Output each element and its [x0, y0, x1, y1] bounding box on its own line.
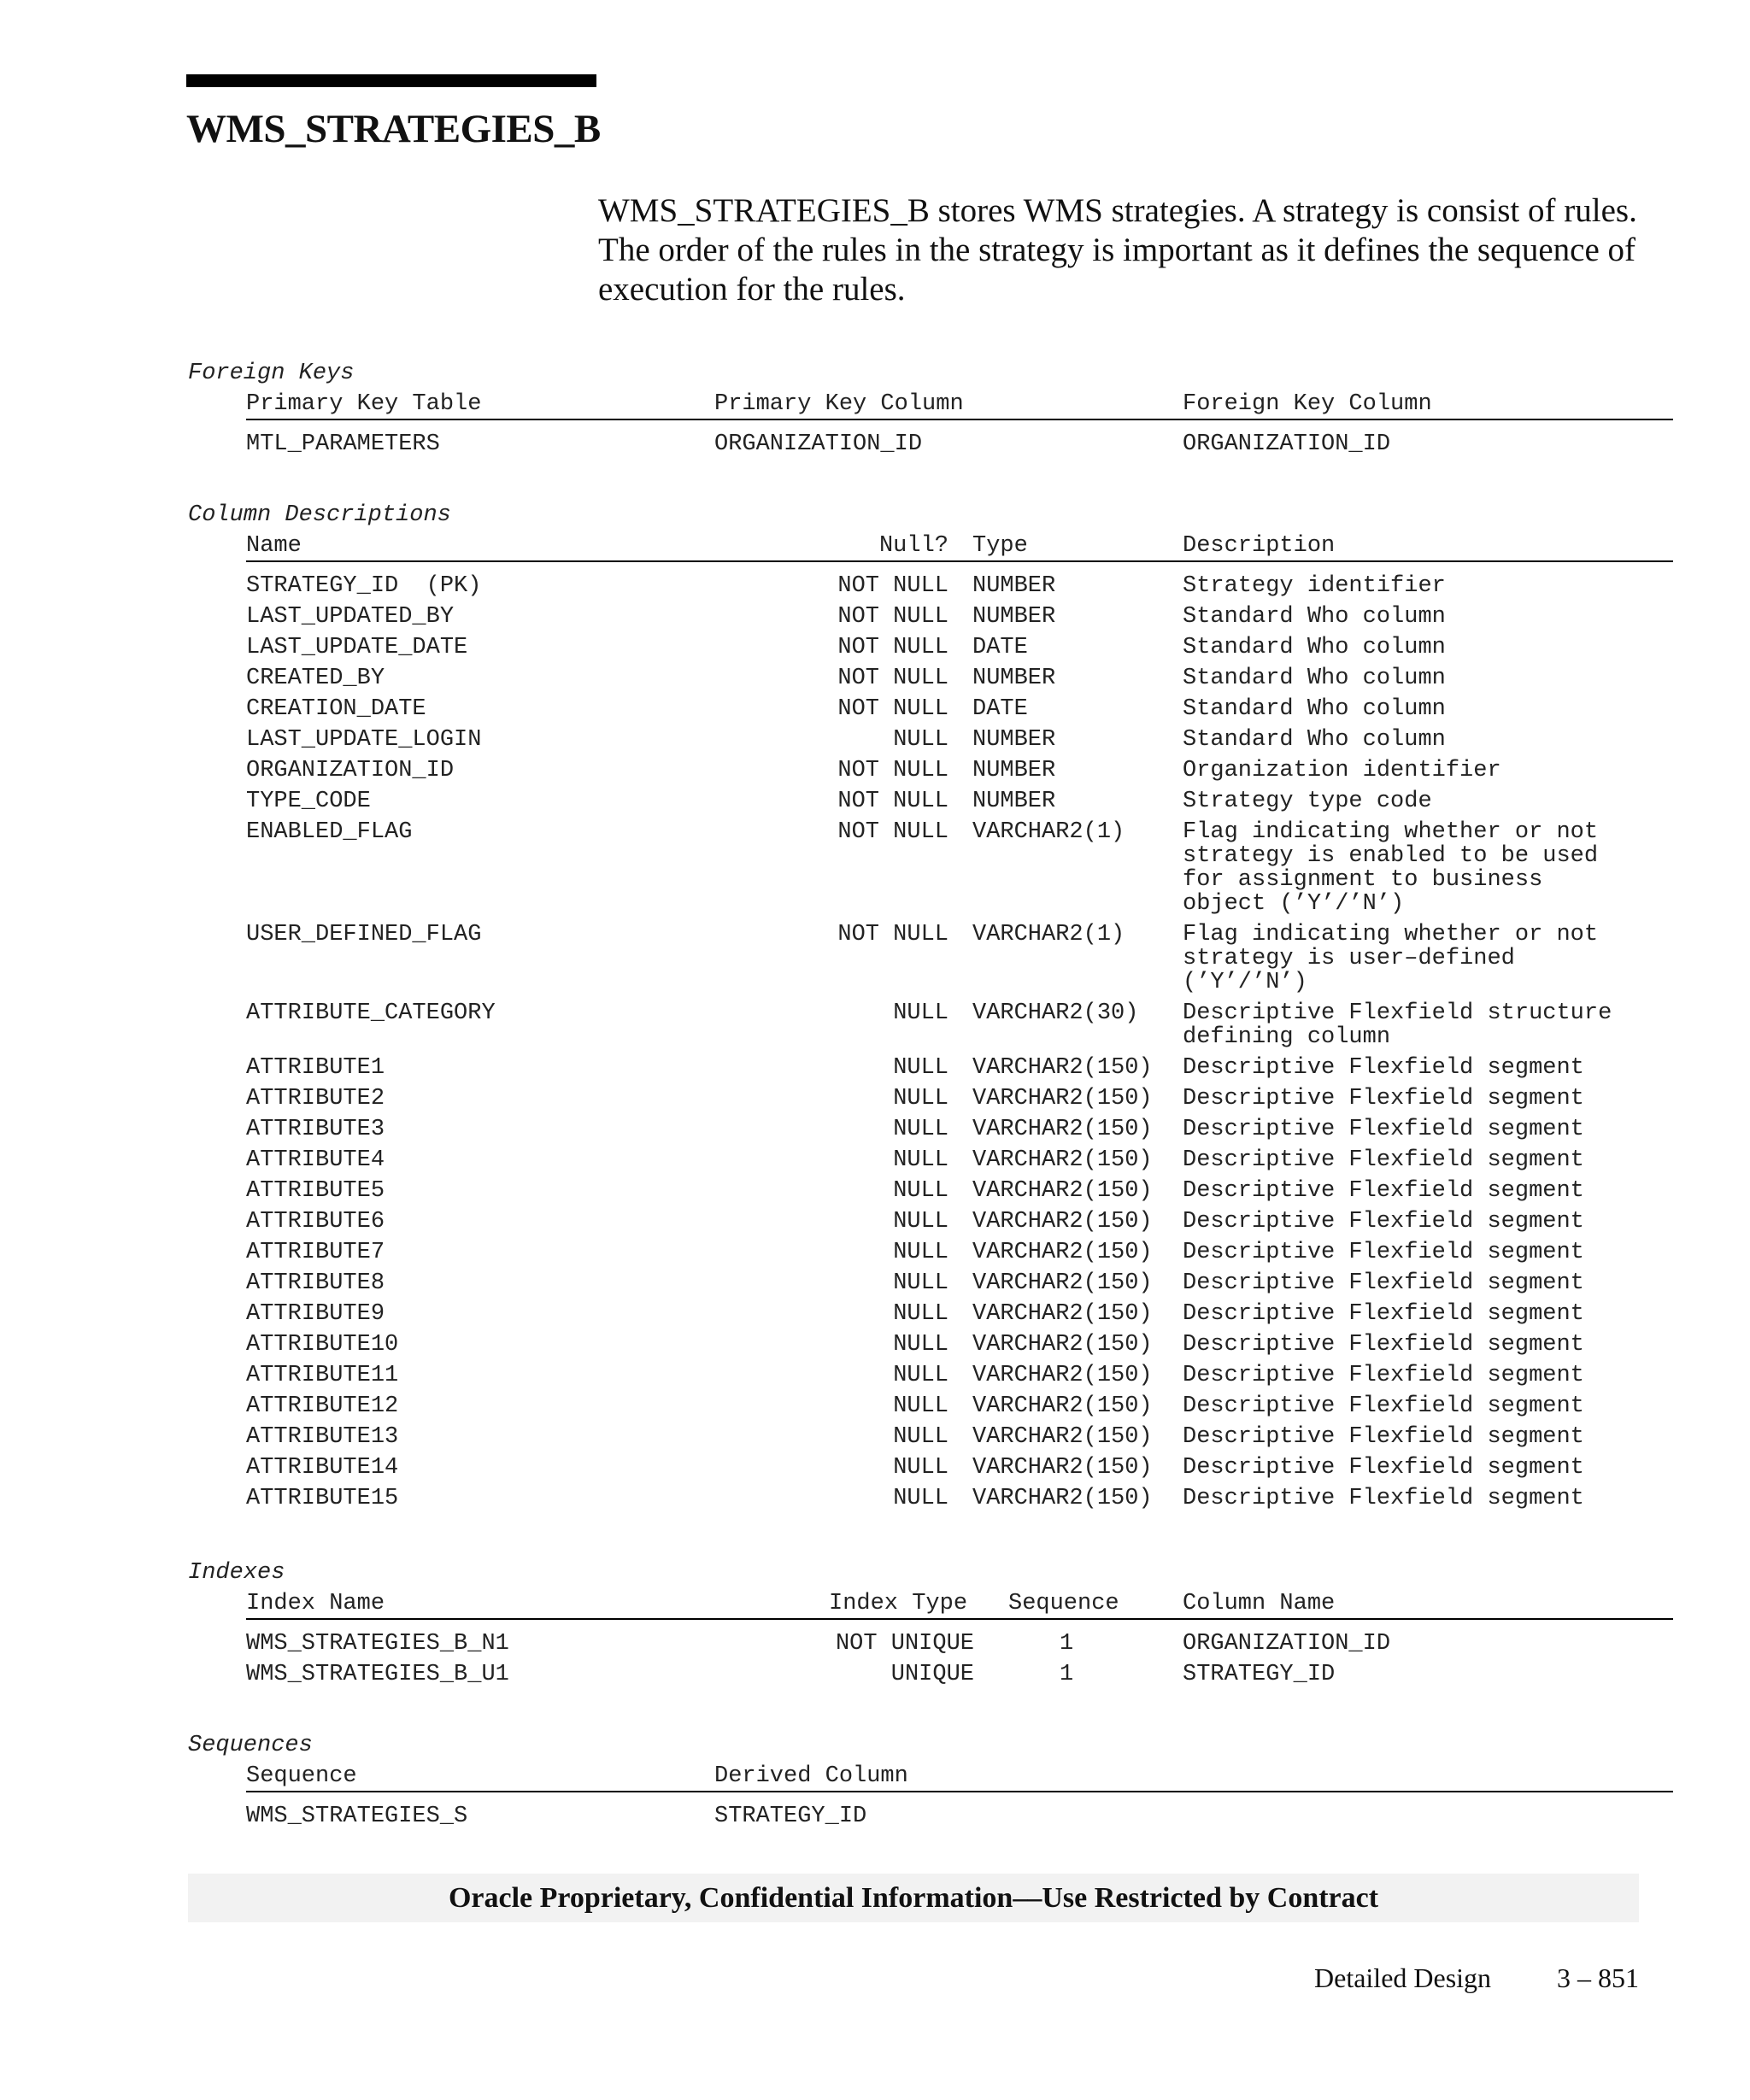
seq-header-sequence: Sequence	[246, 1763, 357, 1789]
column-description: Standard Who column	[1183, 604, 1446, 630]
column-descriptions-title: Column Descriptions	[188, 502, 451, 528]
column-type: VARCHAR2(150)	[972, 1147, 1153, 1173]
column-description: strategy is user–defined	[1183, 946, 1515, 971]
fk-header-pk-table: Primary Key Table	[246, 391, 482, 417]
fk-cell-fk-column: ORGANIZATION_ID	[1183, 431, 1391, 457]
column-description: Descriptive Flexfield segment	[1183, 1240, 1584, 1265]
column-description: Descriptive Flexfield segment	[1183, 1270, 1584, 1296]
column-description: Descriptive Flexfield structure	[1183, 1000, 1612, 1026]
column-null: NOT NULL	[837, 819, 948, 845]
column-name: ATTRIBUTE8	[246, 1270, 385, 1296]
column-name: CREATION_DATE	[246, 696, 426, 722]
column-type: DATE	[972, 635, 1028, 660]
column-description: Descriptive Flexfield segment	[1183, 1393, 1584, 1419]
column-type: NUMBER	[972, 604, 1056, 630]
intro-paragraph: WMS_STRATEGIES_B stores WMS strategies. A strategy is consist of rules. The order of the rules in the strategy is important as it defines the sequence of execution for the rules.	[598, 192, 1637, 308]
col-header-rule	[246, 560, 1673, 562]
index-type: UNIQUE	[890, 1662, 974, 1687]
column-name: TYPE_CODE	[246, 789, 371, 814]
column-null: NOT NULL	[837, 758, 948, 783]
column-description: Standard Who column	[1183, 635, 1446, 660]
section-label: Detailed Design	[1314, 1962, 1492, 1993]
column-name: ATTRIBUTE2	[246, 1086, 385, 1112]
column-null: NULL	[893, 1147, 948, 1173]
column-null: NULL	[893, 1363, 948, 1388]
column-type: VARCHAR2(150)	[972, 1117, 1153, 1142]
col-header-type: Type	[972, 533, 1028, 559]
column-type: NUMBER	[972, 727, 1056, 753]
column-type: VARCHAR2(150)	[972, 1332, 1153, 1358]
column-type: VARCHAR2(150)	[972, 1270, 1153, 1296]
index-name: WMS_STRATEGIES_B_N1	[246, 1631, 509, 1657]
column-description: Descriptive Flexfield segment	[1183, 1363, 1584, 1388]
column-null: NULL	[893, 1332, 948, 1358]
column-null: NULL	[893, 727, 948, 753]
column-description: Descriptive Flexfield segment	[1183, 1086, 1584, 1112]
seq-header-rule	[246, 1791, 1673, 1792]
column-name: ATTRIBUTE1	[246, 1055, 385, 1081]
column-name: ENABLED_FLAG	[246, 819, 413, 845]
column-null: NOT NULL	[837, 604, 948, 630]
column-name: STRATEGY_ID (PK)	[246, 573, 482, 599]
column-null: NULL	[893, 1240, 948, 1265]
column-type: VARCHAR2(150)	[972, 1393, 1153, 1419]
column-description: Standard Who column	[1183, 696, 1446, 722]
column-null: NULL	[893, 1424, 948, 1450]
column-description: defining column	[1183, 1024, 1391, 1050]
column-type: VARCHAR2(150)	[972, 1455, 1153, 1481]
column-name: ATTRIBUTE7	[246, 1240, 385, 1265]
foreign-keys-title: Foreign Keys	[188, 361, 355, 386]
page-number: 3 – 851	[1557, 1962, 1639, 1993]
column-null: NULL	[893, 1301, 948, 1327]
column-description: Standard Who column	[1183, 666, 1446, 691]
column-description: Organization identifier	[1183, 758, 1501, 783]
seq-cell-derived-column: STRATEGY_ID	[714, 1804, 867, 1829]
idx-header-column: Column Name	[1183, 1591, 1336, 1616]
fk-header-fk-column: Foreign Key Column	[1183, 391, 1432, 417]
column-name: LAST_UPDATE_DATE	[246, 635, 468, 660]
index-column: STRATEGY_ID	[1183, 1662, 1336, 1687]
column-null: NULL	[893, 1455, 948, 1481]
column-null: NULL	[893, 1117, 948, 1142]
fk-header-pk-column: Primary Key Column	[714, 391, 964, 417]
column-description: Standard Who column	[1183, 727, 1446, 753]
column-type: VARCHAR2(150)	[972, 1486, 1153, 1511]
indexes-title: Indexes	[188, 1560, 285, 1586]
column-null: NOT NULL	[837, 573, 948, 599]
column-description: Strategy type code	[1183, 789, 1432, 814]
column-type: VARCHAR2(1)	[972, 819, 1125, 845]
column-type: VARCHAR2(150)	[972, 1209, 1153, 1235]
column-null: NULL	[893, 1393, 948, 1419]
column-name: ATTRIBUTE5	[246, 1178, 385, 1204]
column-name: LAST_UPDATE_LOGIN	[246, 727, 482, 753]
column-description: Descriptive Flexfield segment	[1183, 1486, 1584, 1511]
idx-header-name: Index Name	[246, 1591, 385, 1616]
top-rule	[186, 74, 596, 87]
column-description: (’Y’/’N’)	[1183, 970, 1307, 995]
column-type: NUMBER	[972, 573, 1056, 599]
idx-header-type: Index Type	[829, 1591, 968, 1616]
column-type: VARCHAR2(1)	[972, 922, 1125, 947]
column-null: NOT NULL	[837, 666, 948, 691]
column-type: VARCHAR2(150)	[972, 1240, 1153, 1265]
column-description: Flag indicating whether or not	[1183, 819, 1599, 845]
column-description: Descriptive Flexfield segment	[1183, 1332, 1584, 1358]
column-description: Descriptive Flexfield segment	[1183, 1055, 1584, 1081]
index-type: NOT UNIQUE	[835, 1631, 974, 1657]
index-sequence: 1	[1060, 1631, 1074, 1657]
column-type: NUMBER	[972, 666, 1056, 691]
col-header-name: Name	[246, 533, 302, 559]
column-name: ATTRIBUTE4	[246, 1147, 385, 1173]
column-description: Descriptive Flexfield segment	[1183, 1147, 1584, 1173]
column-null: NULL	[893, 1178, 948, 1204]
idx-header-sequence: Sequence	[1008, 1591, 1119, 1616]
column-null: NOT NULL	[837, 635, 948, 660]
idx-header-rule	[246, 1618, 1673, 1620]
column-name: LAST_UPDATED_BY	[246, 604, 455, 630]
column-description: Descriptive Flexfield segment	[1183, 1178, 1584, 1204]
column-description: for assignment to business	[1183, 867, 1543, 893]
column-name: CREATED_BY	[246, 666, 385, 691]
column-type: NUMBER	[972, 758, 1056, 783]
column-null: NULL	[893, 1270, 948, 1296]
column-type: VARCHAR2(30)	[972, 1000, 1139, 1026]
column-name: ATTRIBUTE6	[246, 1209, 385, 1235]
col-header-description: Description	[1183, 533, 1336, 559]
seq-header-derived-column: Derived Column	[714, 1763, 908, 1789]
column-type: DATE	[972, 696, 1028, 722]
column-type: VARCHAR2(150)	[972, 1178, 1153, 1204]
confidential-banner	[188, 1874, 1639, 1922]
column-name: ORGANIZATION_ID	[246, 758, 455, 783]
column-type: VARCHAR2(150)	[972, 1086, 1153, 1112]
column-null: NOT NULL	[837, 922, 948, 947]
column-name: ATTRIBUTE14	[246, 1455, 399, 1481]
column-name: ATTRIBUTE13	[246, 1424, 399, 1450]
column-name: USER_DEFINED_FLAG	[246, 922, 482, 947]
column-name: ATTRIBUTE_CATEGORY	[246, 1000, 496, 1026]
column-description: Descriptive Flexfield segment	[1183, 1117, 1584, 1142]
column-null: NULL	[893, 1209, 948, 1235]
seq-cell-sequence: WMS_STRATEGIES_S	[246, 1804, 468, 1829]
column-null: NULL	[893, 1055, 948, 1081]
column-null: NULL	[893, 1486, 948, 1511]
column-null: NOT NULL	[837, 696, 948, 722]
column-type: VARCHAR2(150)	[972, 1055, 1153, 1081]
column-type: VARCHAR2(150)	[972, 1301, 1153, 1327]
column-name: ATTRIBUTE3	[246, 1117, 385, 1142]
column-description: Descriptive Flexfield segment	[1183, 1424, 1584, 1450]
column-type: VARCHAR2(150)	[972, 1424, 1153, 1450]
column-description: Strategy identifier	[1183, 573, 1446, 599]
column-name: ATTRIBUTE15	[246, 1486, 399, 1511]
index-column: ORGANIZATION_ID	[1183, 1631, 1391, 1657]
index-name: WMS_STRATEGIES_B_U1	[246, 1662, 509, 1687]
page-title: WMS_STRATEGIES_B	[186, 107, 601, 151]
confidential-text: Oracle Proprietary, Confidential Information––Use Restricted by Contract	[448, 1882, 1379, 1914]
column-name: ATTRIBUTE11	[246, 1363, 399, 1388]
column-name: ATTRIBUTE9	[246, 1301, 385, 1327]
fk-header-rule	[246, 419, 1673, 420]
col-header-null: Null?	[878, 533, 948, 559]
column-name: ATTRIBUTE10	[246, 1332, 399, 1358]
column-type: VARCHAR2(150)	[972, 1363, 1153, 1388]
sequences-title: Sequences	[188, 1733, 313, 1758]
fk-cell-pk-table: MTL_PARAMETERS	[246, 431, 440, 457]
column-null: NULL	[893, 1000, 948, 1026]
column-name: ATTRIBUTE12	[246, 1393, 399, 1419]
index-sequence: 1	[1060, 1662, 1074, 1687]
column-description: object (’Y’/’N’)	[1183, 891, 1405, 917]
column-description: strategy is enabled to be used	[1183, 843, 1599, 869]
column-description: Descriptive Flexfield segment	[1183, 1301, 1584, 1327]
column-null: NOT NULL	[837, 789, 948, 814]
column-description: Flag indicating whether or not	[1183, 922, 1599, 947]
column-null: NULL	[893, 1086, 948, 1112]
column-description: Descriptive Flexfield segment	[1183, 1209, 1584, 1235]
fk-cell-pk-column: ORGANIZATION_ID	[714, 431, 923, 457]
column-description: Descriptive Flexfield segment	[1183, 1455, 1584, 1481]
column-type: NUMBER	[972, 789, 1056, 814]
